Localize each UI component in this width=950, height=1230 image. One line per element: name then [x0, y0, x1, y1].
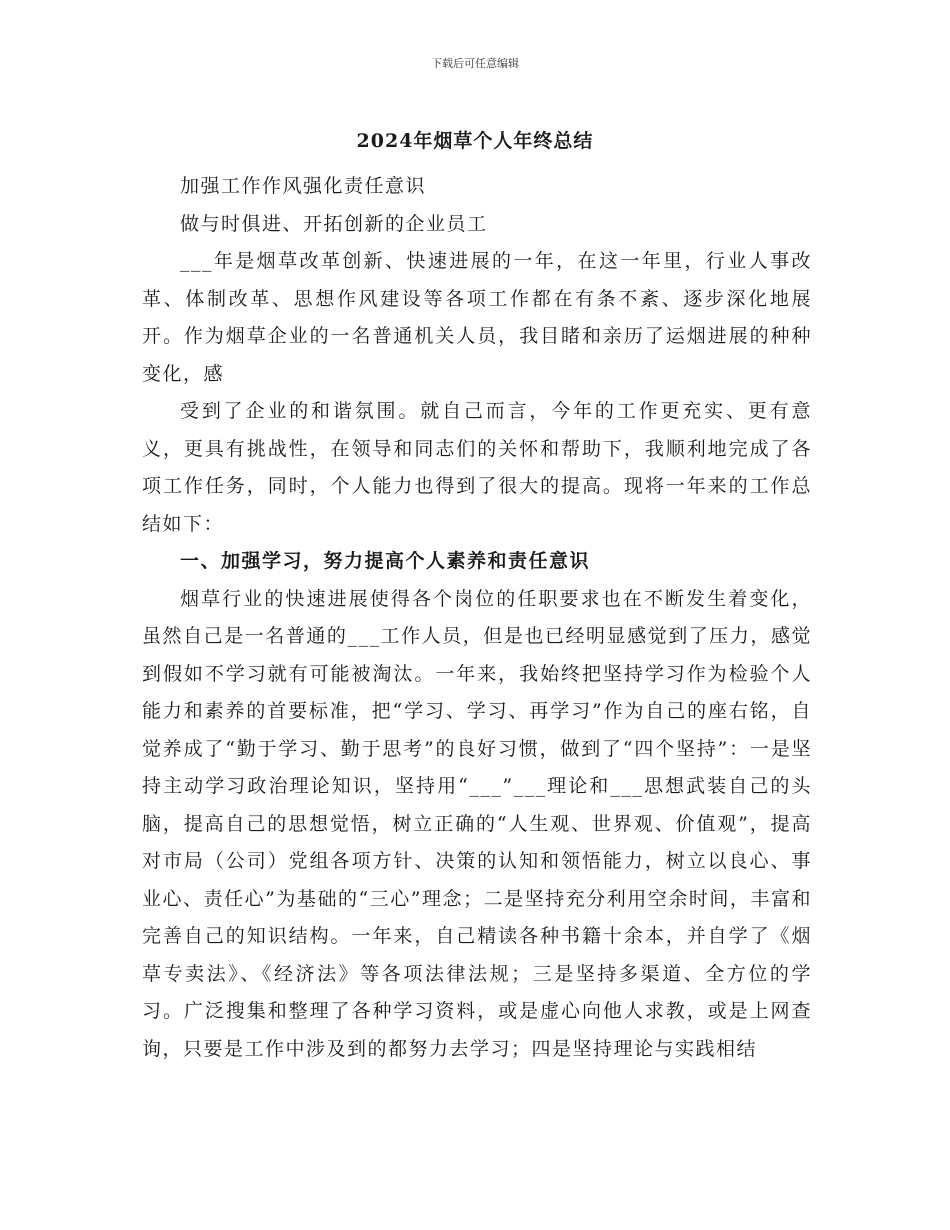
document-title: 2024年烟草个人年终总结 [356, 130, 594, 152]
paragraph-section-1: 烟草行业的快速进展使得各个岗位的任职要求也在不断发生着变化，虽然自己是一名普通的___工作人员，但是也已经明显感觉到了压力，感觉到假如不学习就有可能被淘汰。一年来，我始终把坚持学习作为检验个人能力和素养的首要标准，把“学习、学习、再学习”作为自己的座右铭，自觉养成了“勤于学习、勤于思考”的良好习惯，做到了“四个坚持”：一是坚持主动学习政治理论知识，坚持用“___”___理论和___思想武装自己的头脑，提高自己的思想觉悟，树立正确的“人生观、世界观、价值观”，提高对市局（公司）党组各项方针、决策的认知和领悟能力，树立以良心、事业心、责任心”为基础的“三心”理念；二是坚持充分利用空余时间，丰富和完善自己的知识结构。一年来，自己精读各种书籍十余本，并自学了《烟草专卖法》、《经济法》等各项法律法规；三是坚持多渠道、全方位的学习。广泛搜集和整理了各种学习资料，或是虚心向他人求教，或是上网查询，只要是工作中涉及到的都努力去学习；四是坚持理论与实践相结 [142, 587, 812, 1060]
document-body [142, 168, 812, 1068]
paragraph-intro: ___年是烟草改革创新、快速进展的一年，在这一年里，行业人事改革、体制改革、思想作风建设等各项工作都在有条不紊、逐步深化地展开。作为烟草企业的一名普通机关人员，我目睹和亲历了运烟进展的种种变化，感 [142, 250, 812, 385]
section-heading-1: 一、加强学习，努力提高个人素养和责任意识 [180, 550, 591, 572]
header-note: 下载后可任意编辑 [431, 57, 519, 70]
subtitle-line-1: 加强工作作风强化责任意识 [180, 175, 427, 197]
paragraph-intro-continued: 受到了企业的和谐氛围。就自己而言，今年的工作更充实、更有意义，更具有挑战性，在领导和同志们的关怀和帮助下，我顺利地完成了各项工作任务，同时，个人能力也得到了很大的提高。现将一年来的工作总结如下： [142, 400, 812, 535]
subtitle-line-2: 做与时俱进、开拓创新的企业员工 [180, 212, 488, 235]
